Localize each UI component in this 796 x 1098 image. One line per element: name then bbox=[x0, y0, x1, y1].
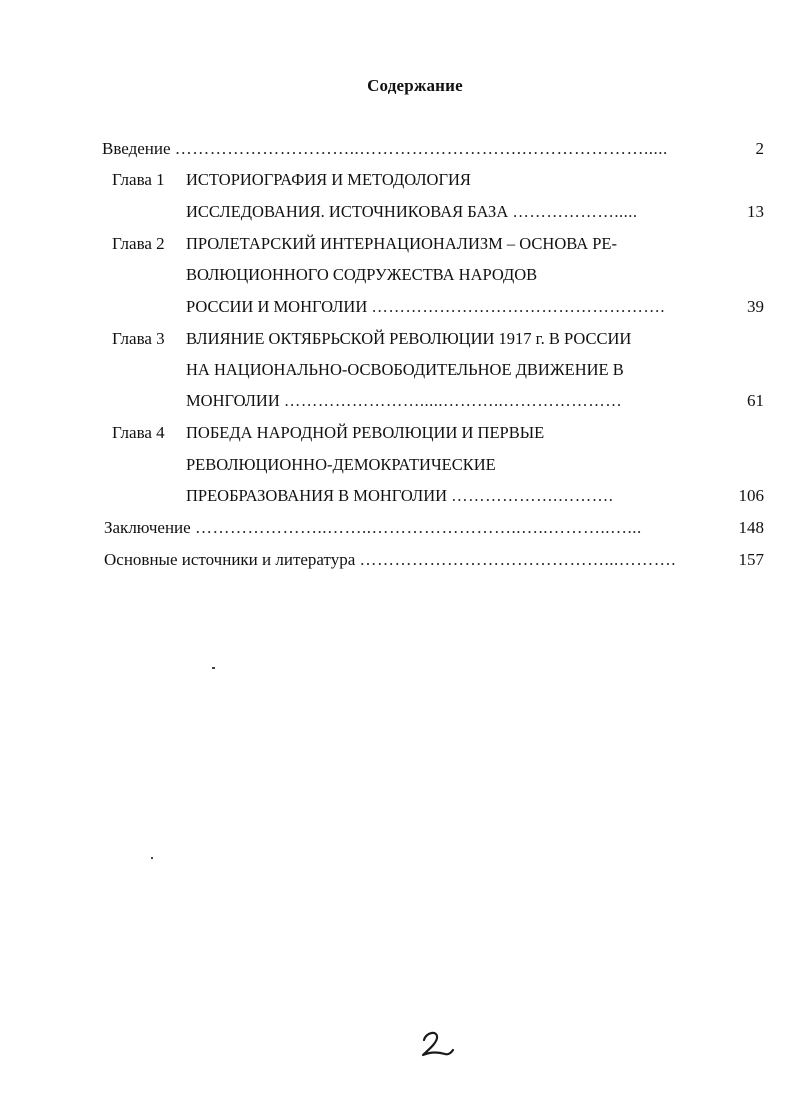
toc-chapter-2-page: 39 bbox=[747, 297, 764, 316]
scan-speck bbox=[212, 667, 215, 669]
toc-chapter-1-title-text: ИССЛЕДОВАНИЯ. ИСТОЧНИКОВАЯ БАЗА bbox=[186, 202, 509, 221]
toc-chapter-3-title-line-2: НА НАЦИОНАЛЬНО-ОСВОБОДИТЕЛЬНОЕ ДВИЖЕНИЕ В bbox=[186, 360, 624, 379]
scan-speck bbox=[151, 857, 153, 859]
toc-chapter-1-label: Глава 1 bbox=[112, 170, 165, 189]
toc-leader-dots: …………………..……..……………………..…..………..…... bbox=[194, 518, 642, 537]
toc-entry-intro-page: 2 bbox=[755, 139, 764, 158]
toc-entry-conclusion bbox=[104, 518, 702, 538]
toc-chapter-4-page: 106 bbox=[738, 486, 764, 505]
toc-leader-dots: …………………………..……………………….…………………..... bbox=[174, 139, 668, 158]
toc-leader-dots: ……………………………………...………. bbox=[359, 550, 677, 569]
toc-chapter-4-title-line-3 bbox=[186, 486, 712, 506]
handwritten-page-number bbox=[418, 1028, 458, 1058]
toc-chapter-3-title-line-3 bbox=[186, 391, 708, 411]
toc-chapter-4-title-text: ПРЕОБРАЗОВАНИЯ В МОНГОЛИИ bbox=[186, 486, 448, 505]
toc-chapter-3-title-text: МОНГОЛИИ bbox=[186, 391, 280, 410]
toc-chapter-2-title-text: РОССИИ И МОНГОЛИИ bbox=[186, 297, 368, 316]
toc-chapter-1-title-line-2 bbox=[186, 202, 704, 222]
toc-leader-dots: …………………….....………..………………… bbox=[283, 391, 623, 410]
toc-chapter-3-label: Глава 3 bbox=[112, 329, 165, 348]
toc-title: Содержание bbox=[367, 76, 463, 95]
toc-chapter-4-title-line-2: РЕВОЛЮЦИОННО-ДЕМОКРАТИЧЕСКИЕ bbox=[186, 455, 496, 474]
toc-chapter-3-title-line-1: ВЛИЯНИЕ ОКТЯБРЬСКОЙ РЕВОЛЮЦИИ 1917 г. В РОССИИ bbox=[186, 329, 632, 348]
toc-entry-conclusion-page: 148 bbox=[738, 518, 764, 537]
toc-leader-dots: ……………….………. bbox=[451, 486, 614, 505]
toc-chapter-4-label: Глава 4 bbox=[112, 423, 165, 442]
toc-entry-intro-text: Введение bbox=[102, 139, 171, 158]
toc-leader-dots: ……………………………………………. bbox=[371, 297, 666, 316]
toc-chapter-1-title-line-1: ИСТОРИОГРАФИЯ И МЕТОДОЛОГИЯ bbox=[186, 170, 471, 189]
toc-chapter-3-page: 61 bbox=[747, 391, 764, 410]
toc-entry-sources-text: Основные источники и литература bbox=[104, 550, 356, 569]
toc-entry-conclusion-text: Заключение bbox=[104, 518, 191, 537]
toc-chapter-1-page: 13 bbox=[747, 202, 764, 221]
toc-chapter-2-label: Глава 2 bbox=[112, 234, 165, 253]
toc-entry-sources-page: 157 bbox=[738, 550, 764, 569]
toc-entry-sources bbox=[104, 550, 702, 570]
toc-chapter-2-title-line-2: ВОЛЮЦИОННОГО СОДРУЖЕСТВА НАРОДОВ bbox=[186, 265, 538, 284]
toc-chapter-4-title-line-1: ПОБЕДА НАРОДНОЙ РЕВОЛЮЦИИ И ПЕРВЫЕ bbox=[186, 423, 545, 442]
toc-entry-intro bbox=[102, 139, 702, 159]
toc-leader-dots: ………………..... bbox=[512, 202, 638, 221]
toc-chapter-2-title-line-3 bbox=[186, 297, 712, 317]
toc-chapter-2-title-line-1: ПРОЛЕТАРСКИЙ ИНТЕРНАЦИОНАЛИЗМ – ОСНОВА РЕ- bbox=[186, 234, 618, 253]
